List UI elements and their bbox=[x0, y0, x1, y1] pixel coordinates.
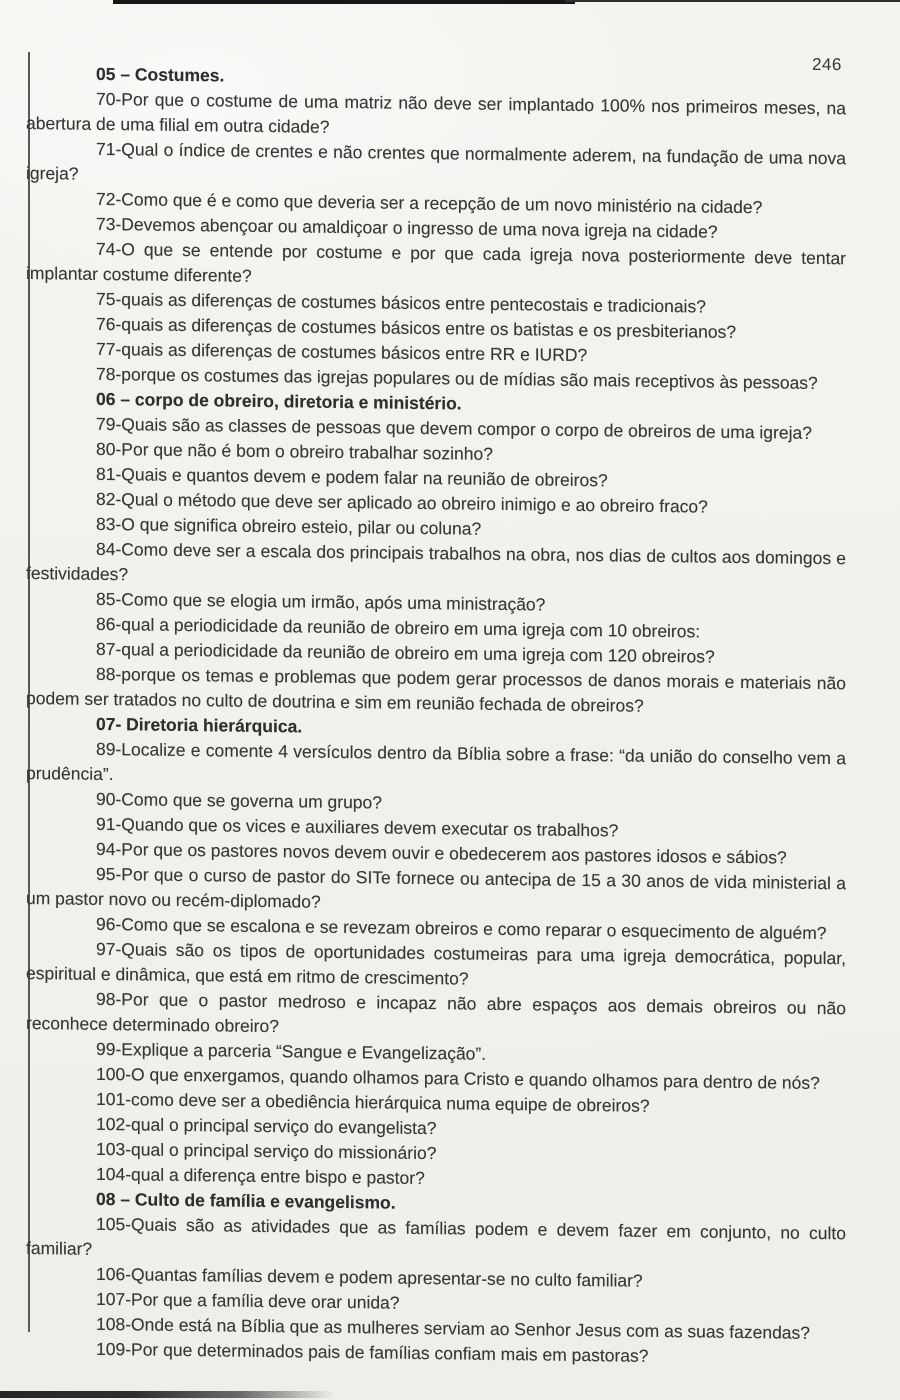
question-70: 70-Por que o costume de uma matriz não deve ser implantado 100% nos primeiros meses, na abertura de uma filial em outra cidade? bbox=[26, 88, 846, 137]
question-106: 106-Quantas famílias devem e podem apresentar-se no culto familiar? bbox=[96, 1263, 643, 1291]
question-90: 90-Como que se governa um grupo? bbox=[96, 788, 383, 813]
question-78: 78-porque os costumes das igrejas populares ou de mídias são mais receptivos às pessoas? bbox=[96, 363, 818, 393]
question-107: 107-Por que a família deve orar unida? bbox=[96, 1288, 400, 1313]
scan-artifact-top-edge-thick bbox=[113, 0, 575, 4]
scan-artifact-bottom-edge bbox=[0, 1391, 335, 1398]
question-84: 84-Como deve ser a escala dos principais trabalhos na obra, nos dias de cultos aos domingos e festividades? bbox=[26, 538, 846, 585]
question-89: 89-Localize e comente 4 versículos dentro da Bíblia sobre a frase: “da união do conselho vem a prudência”. bbox=[26, 738, 846, 785]
section-heading-07-diretoria-hierarquica: 07- Diretoria hierárquica. bbox=[96, 713, 303, 737]
scan-artifact-top-edge-thin bbox=[565, 0, 900, 2]
question-87: 87-qual a periodicidade da reunião de obreiro em uma igreja com 120 obreiros? bbox=[96, 638, 715, 667]
question-73: 73-Devemos abençoar ou amaldiçoar o ingresso de uma nova igreja na cidade? bbox=[96, 213, 718, 242]
page-number: 246 bbox=[811, 54, 842, 75]
question-77: 77-quais as diferenças de costumes básicos entre RR e IURD? bbox=[96, 338, 588, 366]
question-86: 86-qual a periodicidade da reunião de obreiro em uma igreja com 10 obreiros: bbox=[96, 613, 701, 642]
question-99: 99-Explique a parceria “Sangue e Evangelização”. bbox=[96, 1038, 487, 1064]
section-heading-08-culto-de-familia: 08 – Culto de família e evangelismo. bbox=[96, 1188, 396, 1213]
section-heading-05-costumes: 05 – Costumes. bbox=[96, 63, 225, 86]
question-85: 85-Como que se elogia um irmão, após uma ministração? bbox=[96, 588, 546, 615]
question-96: 96-Como que se escalona e se revezam obreiros e como reparar o esquecimento de alguém? bbox=[96, 913, 827, 944]
question-72: 72-Como que é e como que deveria ser a recepção de um novo ministério na cidade? bbox=[96, 188, 763, 218]
question-98: 98-Por que o pastor medroso e incapaz não abre espaços aos demais obreiros ou não reconhece determinado obreiro? bbox=[26, 988, 846, 1037]
question-108: 108-Onde está na Bíblia que as mulheres serviam ao Senhor Jesus com as suas fazendas? bbox=[96, 1313, 811, 1343]
question-83: 83-O que significa obreiro esteio, pilar ou coluna? bbox=[96, 513, 482, 539]
question-94: 94-Por que os pastores novos devem ouvir e obedecerem aos pastores idosos e sábios? bbox=[96, 838, 787, 868]
question-79: 79-Quais são as classes de pessoas que devem compor o corpo de obreiros de uma igreja? bbox=[96, 413, 812, 443]
question-100: 100-O que enxergamos, quando olhamos para Cristo e quando olhamos para dentro de nós? bbox=[96, 1063, 820, 1093]
question-71: 71-Qual o índice de crentes e não crentes que normalmente aderem, na fundação de uma nova igreja? bbox=[26, 138, 846, 184]
section-heading-06-corpo-de-obreiro: 06 – corpo de obreiro, diretoria e ministério. bbox=[96, 388, 462, 414]
question-101: 101-como deve ser a obediência hierárquica numa equipe de obreiros? bbox=[96, 1088, 650, 1116]
question-81: 81-Quais e quantos devem e podem falar na reunião de obreiros? bbox=[96, 463, 608, 491]
question-82: 82-Qual o método que deve ser aplicado ao obreiro inimigo e ao obreiro fraco? bbox=[96, 488, 708, 517]
question-103: 103-qual o principal serviço do missionário? bbox=[96, 1138, 437, 1164]
question-75: 75-quais as diferenças de costumes básicos entre pentecostais e tradicionais? bbox=[96, 288, 706, 317]
question-102: 102-qual o principal serviço do evangelista? bbox=[96, 1113, 437, 1139]
question-97: 97-Quais são os tipos de oportunidades costumeiras para uma igreja democrática, popular, espiritual e dinâmica, que está em ritmo de crescimento? bbox=[26, 938, 846, 989]
question-95: 95-Por que o curso de pastor do SITe fornece ou antecipa de 15 a 30 anos de vida ministerial a um pastor novo ou recém-diplomado? bbox=[26, 863, 846, 912]
question-104: 104-qual a diferença entre bispo e pastor? bbox=[96, 1163, 425, 1189]
question-80: 80-Por que não é bom o obreiro trabalhar sozinho? bbox=[96, 438, 493, 464]
question-88: 88-porque os temas e problemas que podem gerar processos de danos morais e materiais não podem ser tratados no culto de doutrina e sim em reunião fechada de obreiros? bbox=[26, 663, 846, 716]
question-105: 105-Quais são as atividades que as famílias podem e devem fazer em conjunto, no culto familiar? bbox=[26, 1213, 846, 1259]
question-109: 109-Por que determinados pais de famílias confiam mais em pastoras? bbox=[96, 1338, 649, 1366]
question-74: 74-O que se entende por costume e por que cada igreja nova posteriormente deve tentar implantar costume diferente? bbox=[26, 238, 846, 286]
question-list bbox=[26, 61, 846, 1371]
question-91: 91-Quando que os vices e auxiliares devem executar os trabalhos? bbox=[96, 813, 619, 841]
question-76: 76-quais as diferenças de costumes básicos entre os batistas e os presbiterianos? bbox=[96, 313, 737, 342]
